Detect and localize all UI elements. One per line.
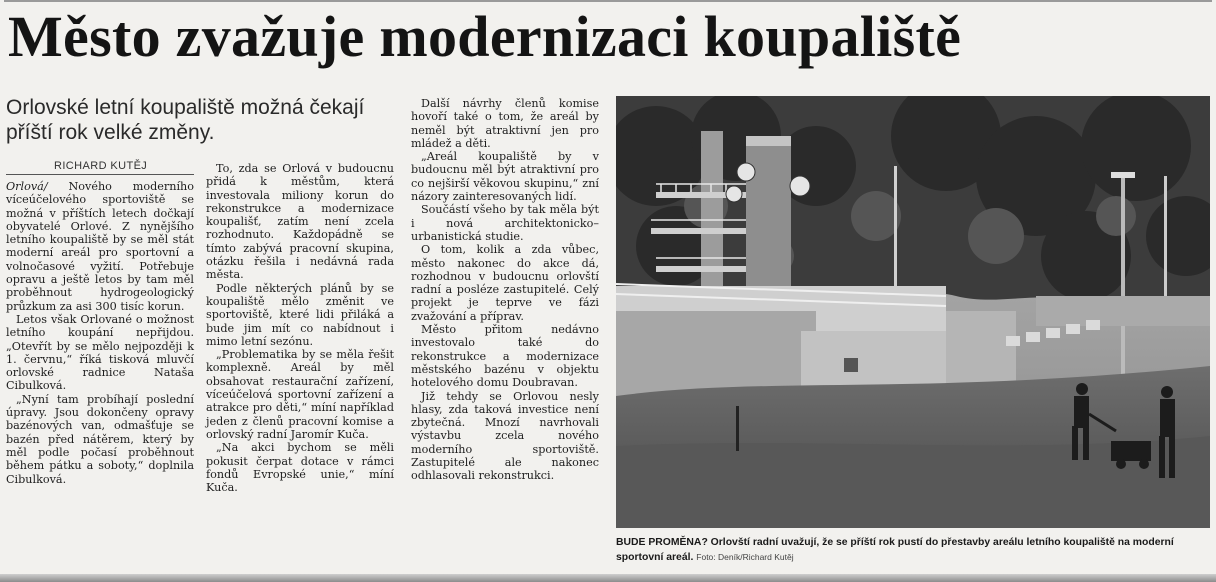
caption-lead: BUDE PROMĚNA?	[616, 537, 708, 548]
paragraph: Podle některých plánů by se koupaliště mělo změnit ve sportoviště, které lidi přiláká a bude jim mít co nabídnout i mimo letní sezónu.	[206, 281, 394, 348]
paragraph: „Nyní tam probíhají poslední úpravy. Jsou dokončeny opravy bazénových van, odmašťuje se bazén před nátěrem, který by měl podle počasí proběhnout během pátku a soboty,“ doplnila Cibulková.	[6, 392, 194, 486]
paragraph: Letos však Orlované o možnost letního koupání nepřijdou. „Otevřít by se mělo nejpozději k 1. červnu,“ říká tisková mluvčí orlovské radnice Nataša Cibulková.	[6, 312, 194, 393]
headline: Město zvažuje modernizaci koupaliště	[8, 4, 962, 69]
paragraph: „Areál koupaliště by v budoucnu měl být atraktivní pro co nejširší věkovou skupinu,“ zní názory zainteresovaných lidí.	[411, 150, 599, 204]
byline-rule	[6, 174, 194, 175]
caption-text: Orlovští radní uvažují, že se příští rok pustí do přestavby areálu letního koupaliště na moderní sportovní areál.	[616, 537, 1174, 563]
paragraph: „Na akci bychom se měli pokusit čerpat dotace v rámci fondů Evropské unie,“ míní Kuča.	[206, 441, 394, 495]
article-column-2	[206, 162, 394, 494]
paragraph: Další návrhy členů komise hovoří také o tom, že areál by neměl být atraktivní jen pro mládež a děti.	[411, 97, 599, 150]
byline: RICHARD KUTĚJ	[54, 160, 148, 172]
bottom-edge	[0, 574, 1216, 582]
article-column-1	[6, 180, 194, 486]
dateline: Orlová/	[6, 180, 48, 193]
pool-photo	[616, 96, 1210, 528]
paragraph: „Problematika by se měla řešit komplexně. Areál by měl obsahovat restaurační zařízení, víceúčelová sportovní zařízení a atrakce pro děti,“ míní například jeden z členů pracovní komise a orlovský radní Jaromír Kuča.	[206, 348, 394, 441]
paragraph: Orlová/ Nového moderního víceúčelového sportoviště se možná v příštích letech dočkají obyvatelé Orlové. Z nynějšího letního koupaliště by se měl stát moderní areál pro sportovní a volnočasové vyžití. Potřebuje opravu a ještě letos by tam měl proběhnout hydrogeologický průzkum za asi 300 tisíc korun.	[6, 180, 194, 313]
paragraph: Součástí všeho by tak měla být i nová architektonicko–urbanistická studie.	[411, 203, 599, 243]
top-rule	[4, 0, 1212, 2]
paragraph: Město přitom nedávno investovalo také do rekonstrukce a modernizace městského bazénu v objektu hotelového domu Doubravan.	[411, 323, 599, 390]
paragraph: To, zda se Orlová v budoucnu přidá k městům, která investovala miliony korun do rekonstrukce a modernizace koupališť, zatím není zcela rozhodnuto. Každopádně se tímto zabývá pracovní skupina, otázku řešila i nedávná rada města.	[206, 162, 394, 282]
paragraph: Již tehdy se Orlovou nesly hlasy, zda taková investice není zbytečná. Mnozí navrhovali výstavbu zcela nového moderního sportoviště. Zastupitelé ale nakonec odhlasovali rekonstrukci.	[411, 389, 599, 483]
pool-photo-illustration	[616, 96, 1210, 528]
paragraph: O tom, kolik a zda vůbec, město nakonec do akce dá, rozhodnou v budoucnu orlovští radní a posléze zastupitelé. Celý projekt je teprve ve fázi zvažování a příprav.	[411, 243, 599, 323]
photo-caption	[616, 536, 1210, 565]
photo-credit: Foto: Deník/Richard Kutěj	[696, 552, 794, 562]
deck-subtitle: Orlovské letní koupaliště možná čekají příští rok velké změny.	[6, 96, 365, 144]
article-column-3	[411, 97, 599, 483]
